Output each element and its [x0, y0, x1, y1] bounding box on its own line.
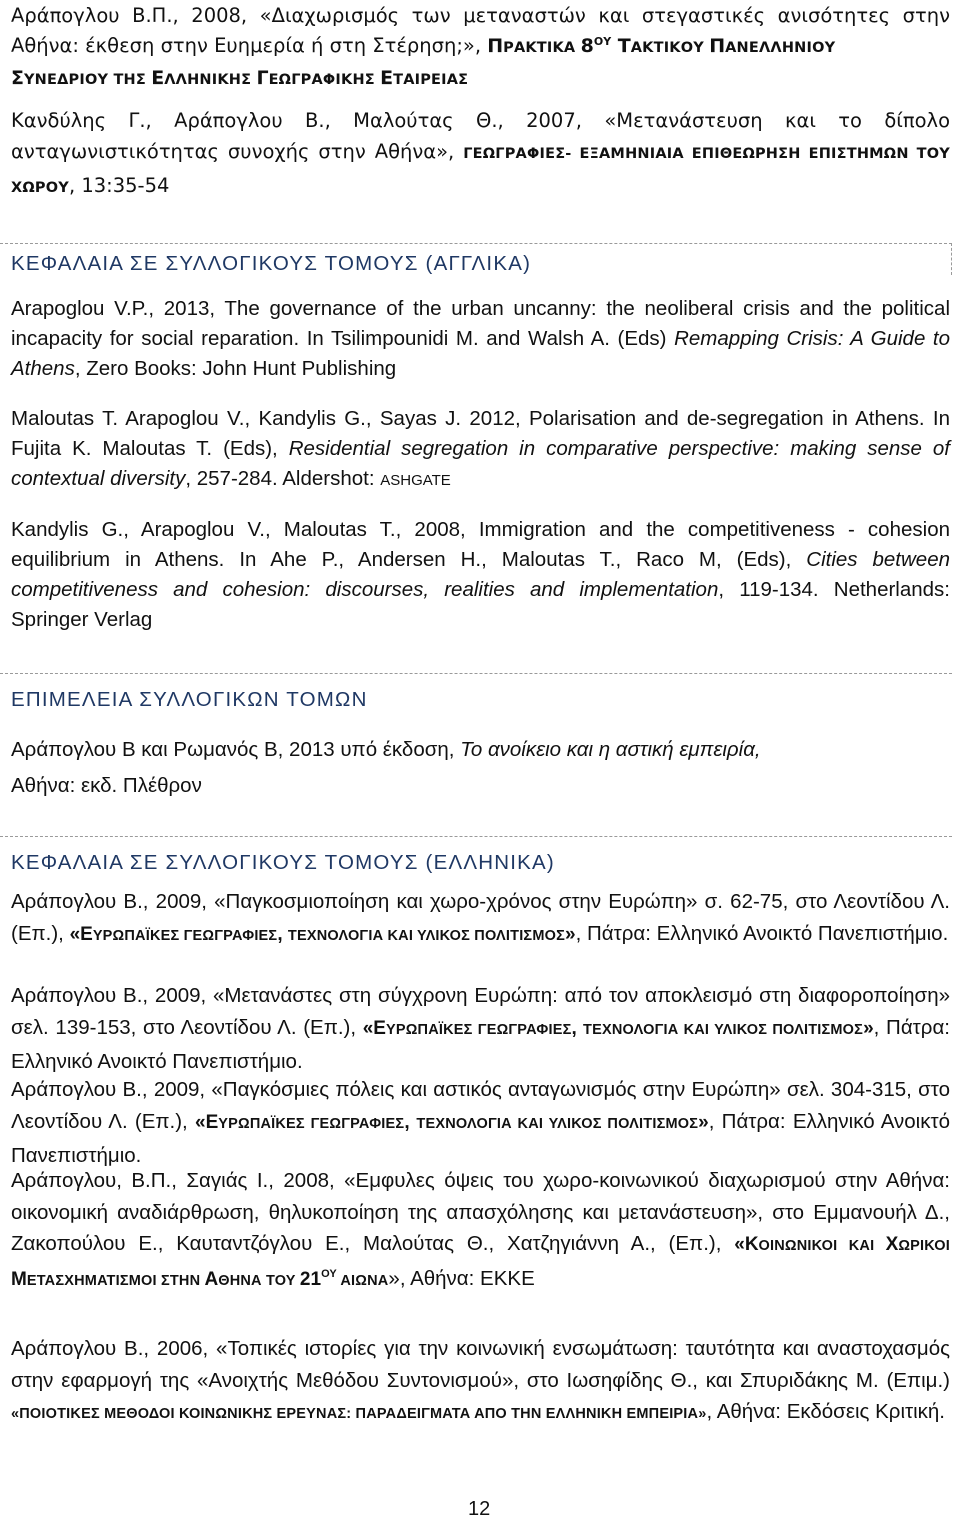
section-divider: [0, 243, 952, 244]
reference-arapoglou-2009a: Αράπογλου Β., 2009, «Παγκοσμιοποίηση και χωρο-χρόνος στην Ευρώπη» σ. 62-75, στο Λεοντίδου Λ. (Επ.), «ΕΥΡΩΠΑΪΚΕΣ ΓΕΩΓΡΑΦΙΕΣ, ΤΕΧΝΟΛΟΓΙΑ ΚΑΙ ΥΛΙΚΟΣ ΠΟΛΙΤΙΣΜΟΣ», Πάτρα: Ελληνικό Ανοικτό Πανεπιστήμιο.: [11, 890, 950, 945]
section-heading-greek: ΚΕΦΑΛΑΙΑ ΣΕ ΣΥΛΛΟΓΙΚΟΥΣ ΤΟΜΟΥΣ (ΕΛΛΗΝΙΚΑ): [11, 851, 555, 874]
reference-arapoglou-romanos-2013: Αράπογλου Β και Ρωμανός Β, 2013 υπό έκδοση, Το ανοίκειο και η αστική εμπειρία, Αθήνα: εκδ. Πλέθρον: [11, 738, 761, 797]
reference-arapoglou-2009b: Αράπογλου Β., 2009, «Μετανάστες στη σύγχρονη Ευρώπη: από τον αποκλεισμό στη διαφοροποίηση» σελ. 139-153, στο Λεοντίδου Λ. (Επ.), «ΕΥΡΩΠΑΪΚΕΣ ΓΕΩΓΡΑΦΙΕΣ, ΤΕΧΝΟΛΟΓΙΑ ΚΑΙ ΥΛΙΚΟΣ ΠΟΛΙΤΙΣΜΟΣ», Πάτρα: Ελληνικό Ανοικτό Πανεπιστήμιο.: [11, 984, 950, 1073]
page-number: 12: [468, 1498, 491, 1520]
reference-maloutas-2012: Maloutas T. Arapoglou V., Kandylis G., Sayas J. 2012, Polarisation and de-segregation in Athens. In Fujita K. Maloutas T. (Eds), Residential segregation in comparative perspective: making sense of contextual diversity, 257-284. Aldershot: ASHGATE: [11, 407, 950, 490]
ref-text: Αράπογλου Β.Π., 2008, «Διαχωρισμός των μεταναστών και στεγαστικές ανισότητες στην Αθήνα: έκθεση στην Ευημερία ή στη Στέρηση;»,: [11, 4, 950, 57]
reference-arapoglou-2009c: Αράπογλου Β., 2009, «Παγκόσμιες πόλεις και αστικός ανταγωνισμός στην Ευρώπη» σελ. 304-315, στο Λεοντίδου Λ. (Επ.), «ΕΥΡΩΠΑΪΚΕΣ ΓΕΩΓΡΑΦΙΕΣ, ΤΕΧΝΟΛΟΓΙΑ ΚΑΙ ΥΛΙΚΟΣ ΠΟΛΙΤΙΣΜΟΣ», Πάτρα: Ελληνικό Ανοικτό Πανεπιστήμιο.: [11, 1078, 950, 1167]
reference-arapoglou-2013: Arapoglou V.P., 2013, The governance of the urban uncanny: the neoliberal crisis and the political incapacity for social reparation. In Tsilimpounidi M. and Walsh A. (Eds) Remapping Crisis: A Guide to Athens, Zero Books: John Hunt Publishing: [11, 297, 951, 380]
reference-arapoglou-2006: Αράπογλου Β., 2006, «Τοπικές ιστορίες για την κοινωνική ενσωμάτωση: ταυτότητα και αναστοχασμός στην εφαρμογή της «Ανοιχτής Μεθόδου Συντονισμού», στο Ιωσηφίδης Θ., και Σπυριδάκης Μ. (Επιμ.) «ΠΟΙΟΤΙΚΕΣ ΜΕΘΟΔΟΙ ΚΟΙΝΩΝΙΚΗΣ ΕΡΕΥΝΑΣ: ΠΑΡΑΔΕΙΓΜΑΤΑ ΑΠΟ ΤΗΝ ΕΛΛΗΝΙΚΗ ΕΜΠΕΙΡΙΑ», Αθήνα: Εκδόσεις Κριτική.: [11, 1337, 950, 1423]
section-divider: [0, 836, 952, 837]
reference-arapoglou-2008: Αράπογλου Β.Π., 2008, «Διαχωρισμός των μεταναστών και στεγαστικές ανισότητες στην Αθήνα: έκθεση στην Ευημερία ή στη Στέρηση;», ΠΡΑΚΤΙΚΑ $8^{O\Upsilon}$ ΤΑΚΤΙΚΟΥ ΠΑΝΕΛΛΗΝΙΟΥ ΣΥΝΕΔΡΙΟΥ ΤΗΣ ΕΛΛΗΝΙΚΗΣ ΓΕΩΓΡΑΦΙΚΗΣ ΕΤΑΙΡΕΙΑΣ: [11, 4, 950, 89]
section-divider: [951, 243, 952, 275]
section-heading-english: ΚΕΦΑΛΑΙΑ ΣΕ ΣΥΛΛΟΓΙΚΟΥΣ ΤΟΜΟΥΣ (ΑΓΓΛΙΚΑ): [11, 252, 532, 275]
section-divider: [0, 673, 952, 674]
reference-kandylis-2008: Kandylis G., Arapoglou V., Maloutas T., 2008, Immigration and the competitiveness - cohesion equilibrium in Athens. In Ahe P., Andersen H., Maloutas T., Raco M, (Eds), Cities between competitiveness and cohesion: discourses, realities and implementation, 119-134. Netherlands: Springer Verlag: [11, 518, 951, 631]
reference-arapoglou-sayias-2008: Αράπογλου, Β.Π., Σαγιάς Ι., 2008, «Εμφυλες όψεις του χωρο-κοινωνικού διαχωρισμού στην Αθήνα: οικονομική αναδιάρθρωση, θηλυκοποίηση της απασχόλησης και μετανάστευση», στο Εμμανουήλ Δ., Ζακοπούλου Ε., Καυταντζόγλου Ε., Μαλούτας Θ., Χατζηγιάννη Α., (Επ.), «ΚΟΙΝΩΝΙΚΟΙ ΚΑΙ ΧΩΡΙΚΟΙ ΜΕΤΑΣΧΗΜΑΤΙΣΜΟΙ ΣΤΗΝ ΑΘΗΝΑ ΤΟΥ $21^{O\Upsilon}$ ΑΙΩΝΑ», Αθήνα: ΕΚΚΕ: [11, 1169, 950, 1290]
section-heading-editing: ΕΠΙΜΕΛΕΙΑ ΣΥΛΛΟΓΙΚΩΝ ΤΟΜΩΝ: [11, 688, 368, 711]
reference-kandylis-2007: Κανδύλης Γ., Αράπογλου Β., Μαλούτας Θ., 2007, «Μετανάστευση και το δίπολο ανταγωνιστικότητας συνοχής στην Αθήνα», ΓΕΩΓΡΑΦΙΕΣ- ΕΞΑΜΗΝΙΑΙΑ ΕΠΙΘΕΩΡΗΣΗ ΕΠΙΣΤΗΜΩΝ ΤΟΥ ΧΩΡΟΥ, 13:35-54: [11, 109, 950, 197]
